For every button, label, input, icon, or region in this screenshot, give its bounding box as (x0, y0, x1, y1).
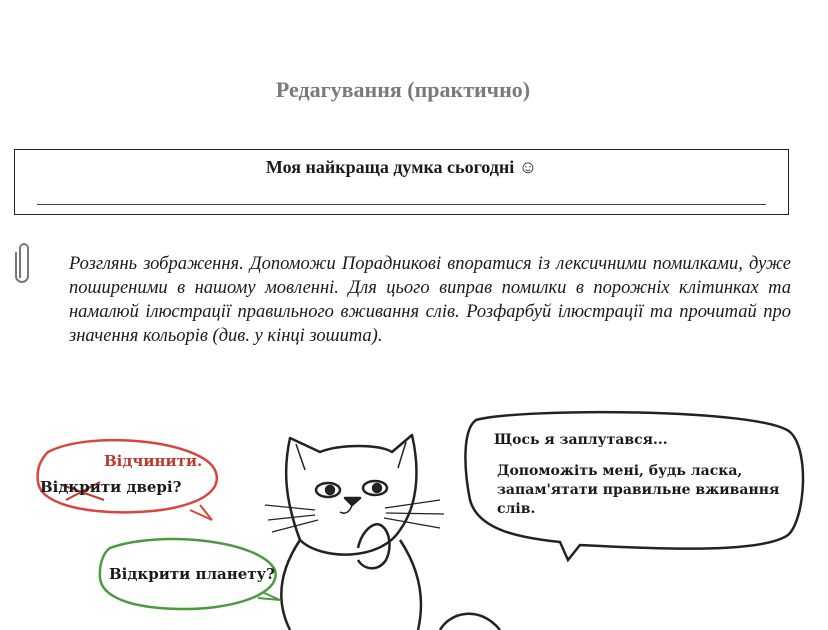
cat-bubble-line-2: Допоможіть мені, будь ласка, запам'ятати правильне вживання слів. (497, 463, 780, 517)
task-instruction: Розглянь зображення. Допоможи Порадникові впоратися із лексичними помилками, дуже поширеними в нашому мовленні. Для цього виправ помилки в порожніх клітинках та намалюй ілюстрації правильного вживання слів. Розфарбуй ілюстрації та прочитай про значення кольорів (див. у кінці зошита). (69, 254, 791, 346)
cat-bubble-line-1: Щось я заплутався... (494, 432, 668, 448)
page-title: Редагування (практично) (275, 77, 531, 102)
correction-text: Відчинити. (104, 452, 203, 470)
correct-usage-text: Відкрити планету? (109, 565, 275, 583)
best-thought-title: Моя найкраща думка сьогодні ☺ (265, 157, 538, 177)
wrong-usage-text: Відкрити двері? (40, 478, 182, 496)
